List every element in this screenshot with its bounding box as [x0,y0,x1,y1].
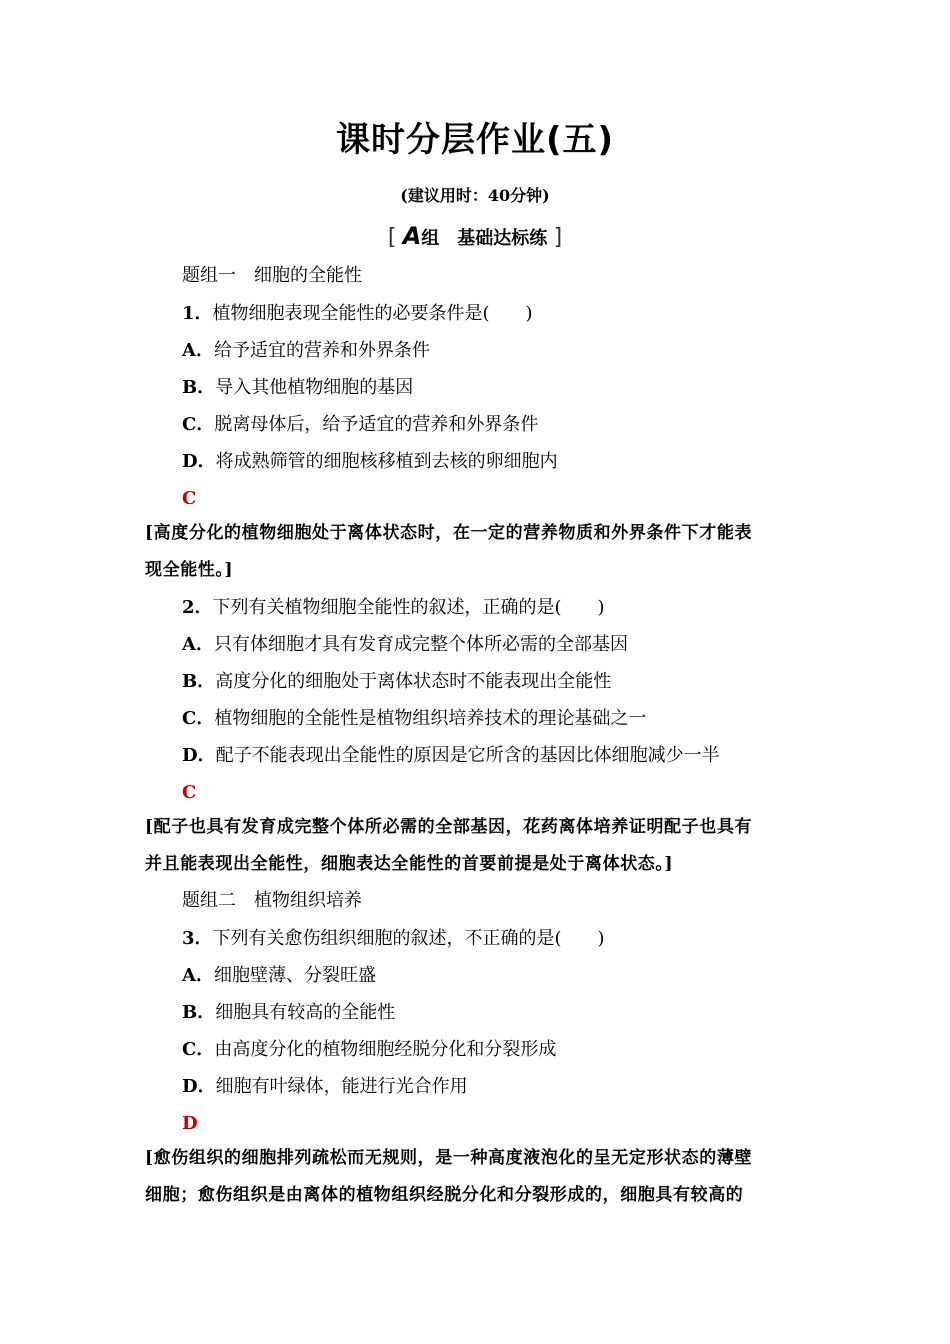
option-letter: D． [182,1076,216,1097]
bracket-open: [ [387,225,397,250]
option [182,964,376,988]
answer: C [182,488,197,509]
option [182,1001,395,1025]
page-title: 课时分层作业(五) [335,120,615,160]
question-text: 下列有关植物细胞全能性的叙述，正确的是( ) [212,597,605,618]
explanation-line: [高度分化的植物细胞处于离体状态时，在一定的营养物质和外界条件下才能表 [145,523,753,543]
section-banner [0,222,950,250]
option-text: 细胞具有较高的全能性 [215,1002,396,1023]
option-text: 只有体细胞才具有发育成完整个体所必需的全部基因 [213,634,628,655]
option-letter: D． [182,451,216,472]
option-text: 将成熟筛管的细胞核移植到去核的卵细胞内 [215,451,558,472]
question-text: 下列有关愈伤组织细胞的叙述，不正确的是( ) [212,928,605,949]
option [182,450,558,474]
option-letter: A． [182,340,214,361]
option-letter: C． [182,708,215,729]
question-stem [182,927,605,951]
group-heading: 题组一 细胞的全能性 [182,265,362,286]
explanation-line: 并且能表现出全能性，细胞表达全能性的首要前提是处于离体状态。] [145,854,674,874]
option [182,744,720,768]
option-text: 配子不能表现出全能性的原因是它所含的基因比体细胞减少一半 [215,745,720,766]
option-letter: A． [182,965,214,986]
option-text: 导入其他植物细胞的基因 [215,377,414,398]
section-label: 组 基础达标练 [421,228,548,249]
answer: D [182,1113,198,1134]
option-text: 由高度分化的植物细胞经脱分化和分裂形成 [214,1039,557,1060]
option-text: 植物细胞的全能性是植物组织培养技术的理论基础之一 [214,708,647,729]
option-text: 脱离母体后，给予适宜的营养和外界条件 [214,414,539,435]
option-letter: D． [182,745,216,766]
option-letter: A． [182,634,214,655]
option-letter: B． [182,1002,216,1023]
question-number: 3． [182,928,213,949]
section-letter: A [402,222,422,250]
explanation-line: [愈伤组织的细胞排列疏松而无规则，是一种高度液泡化的呈无定形状态的薄壁 [145,1148,753,1168]
question-number: 1． [182,303,213,324]
option-letter: C． [182,1039,215,1060]
suggested-time: (建议用时：40分钟) [400,186,550,205]
option [182,1038,556,1062]
question-number: 2． [182,597,213,618]
question-text: 植物细胞表现全能性的必要条件是( ) [212,303,533,324]
option [182,339,430,363]
option-text: 高度分化的细胞处于离体状态时不能表现出全能性 [215,671,612,692]
question-stem [182,302,533,326]
option-text: 细胞壁薄、分裂旺盛 [213,965,376,986]
option-text: 细胞有叶绿体，能进行光合作用 [215,1076,468,1097]
option [182,633,628,657]
bracket-close: ] [553,225,563,250]
option [182,1075,468,1099]
option-letter: B． [182,377,216,398]
explanation-line: 现全能性。] [145,560,234,580]
option [182,707,646,731]
question-stem [182,596,605,620]
explanation-line: 细胞；愈伤组织是由离体的植物组织经脱分化和分裂形成的，细胞具有较高的 [145,1185,744,1205]
option [182,670,611,694]
option-text: 给予适宜的营养和外界条件 [213,340,430,361]
group-heading: 题组二 植物组织培养 [182,890,362,911]
explanation-line: [配子也具有发育成完整个体所必需的全部基因，花药离体培养证明配子也具有 [145,817,753,837]
option [182,376,413,400]
option-letter: C． [182,414,215,435]
option [182,413,538,437]
answer: C [182,782,197,803]
option-letter: B． [182,671,216,692]
